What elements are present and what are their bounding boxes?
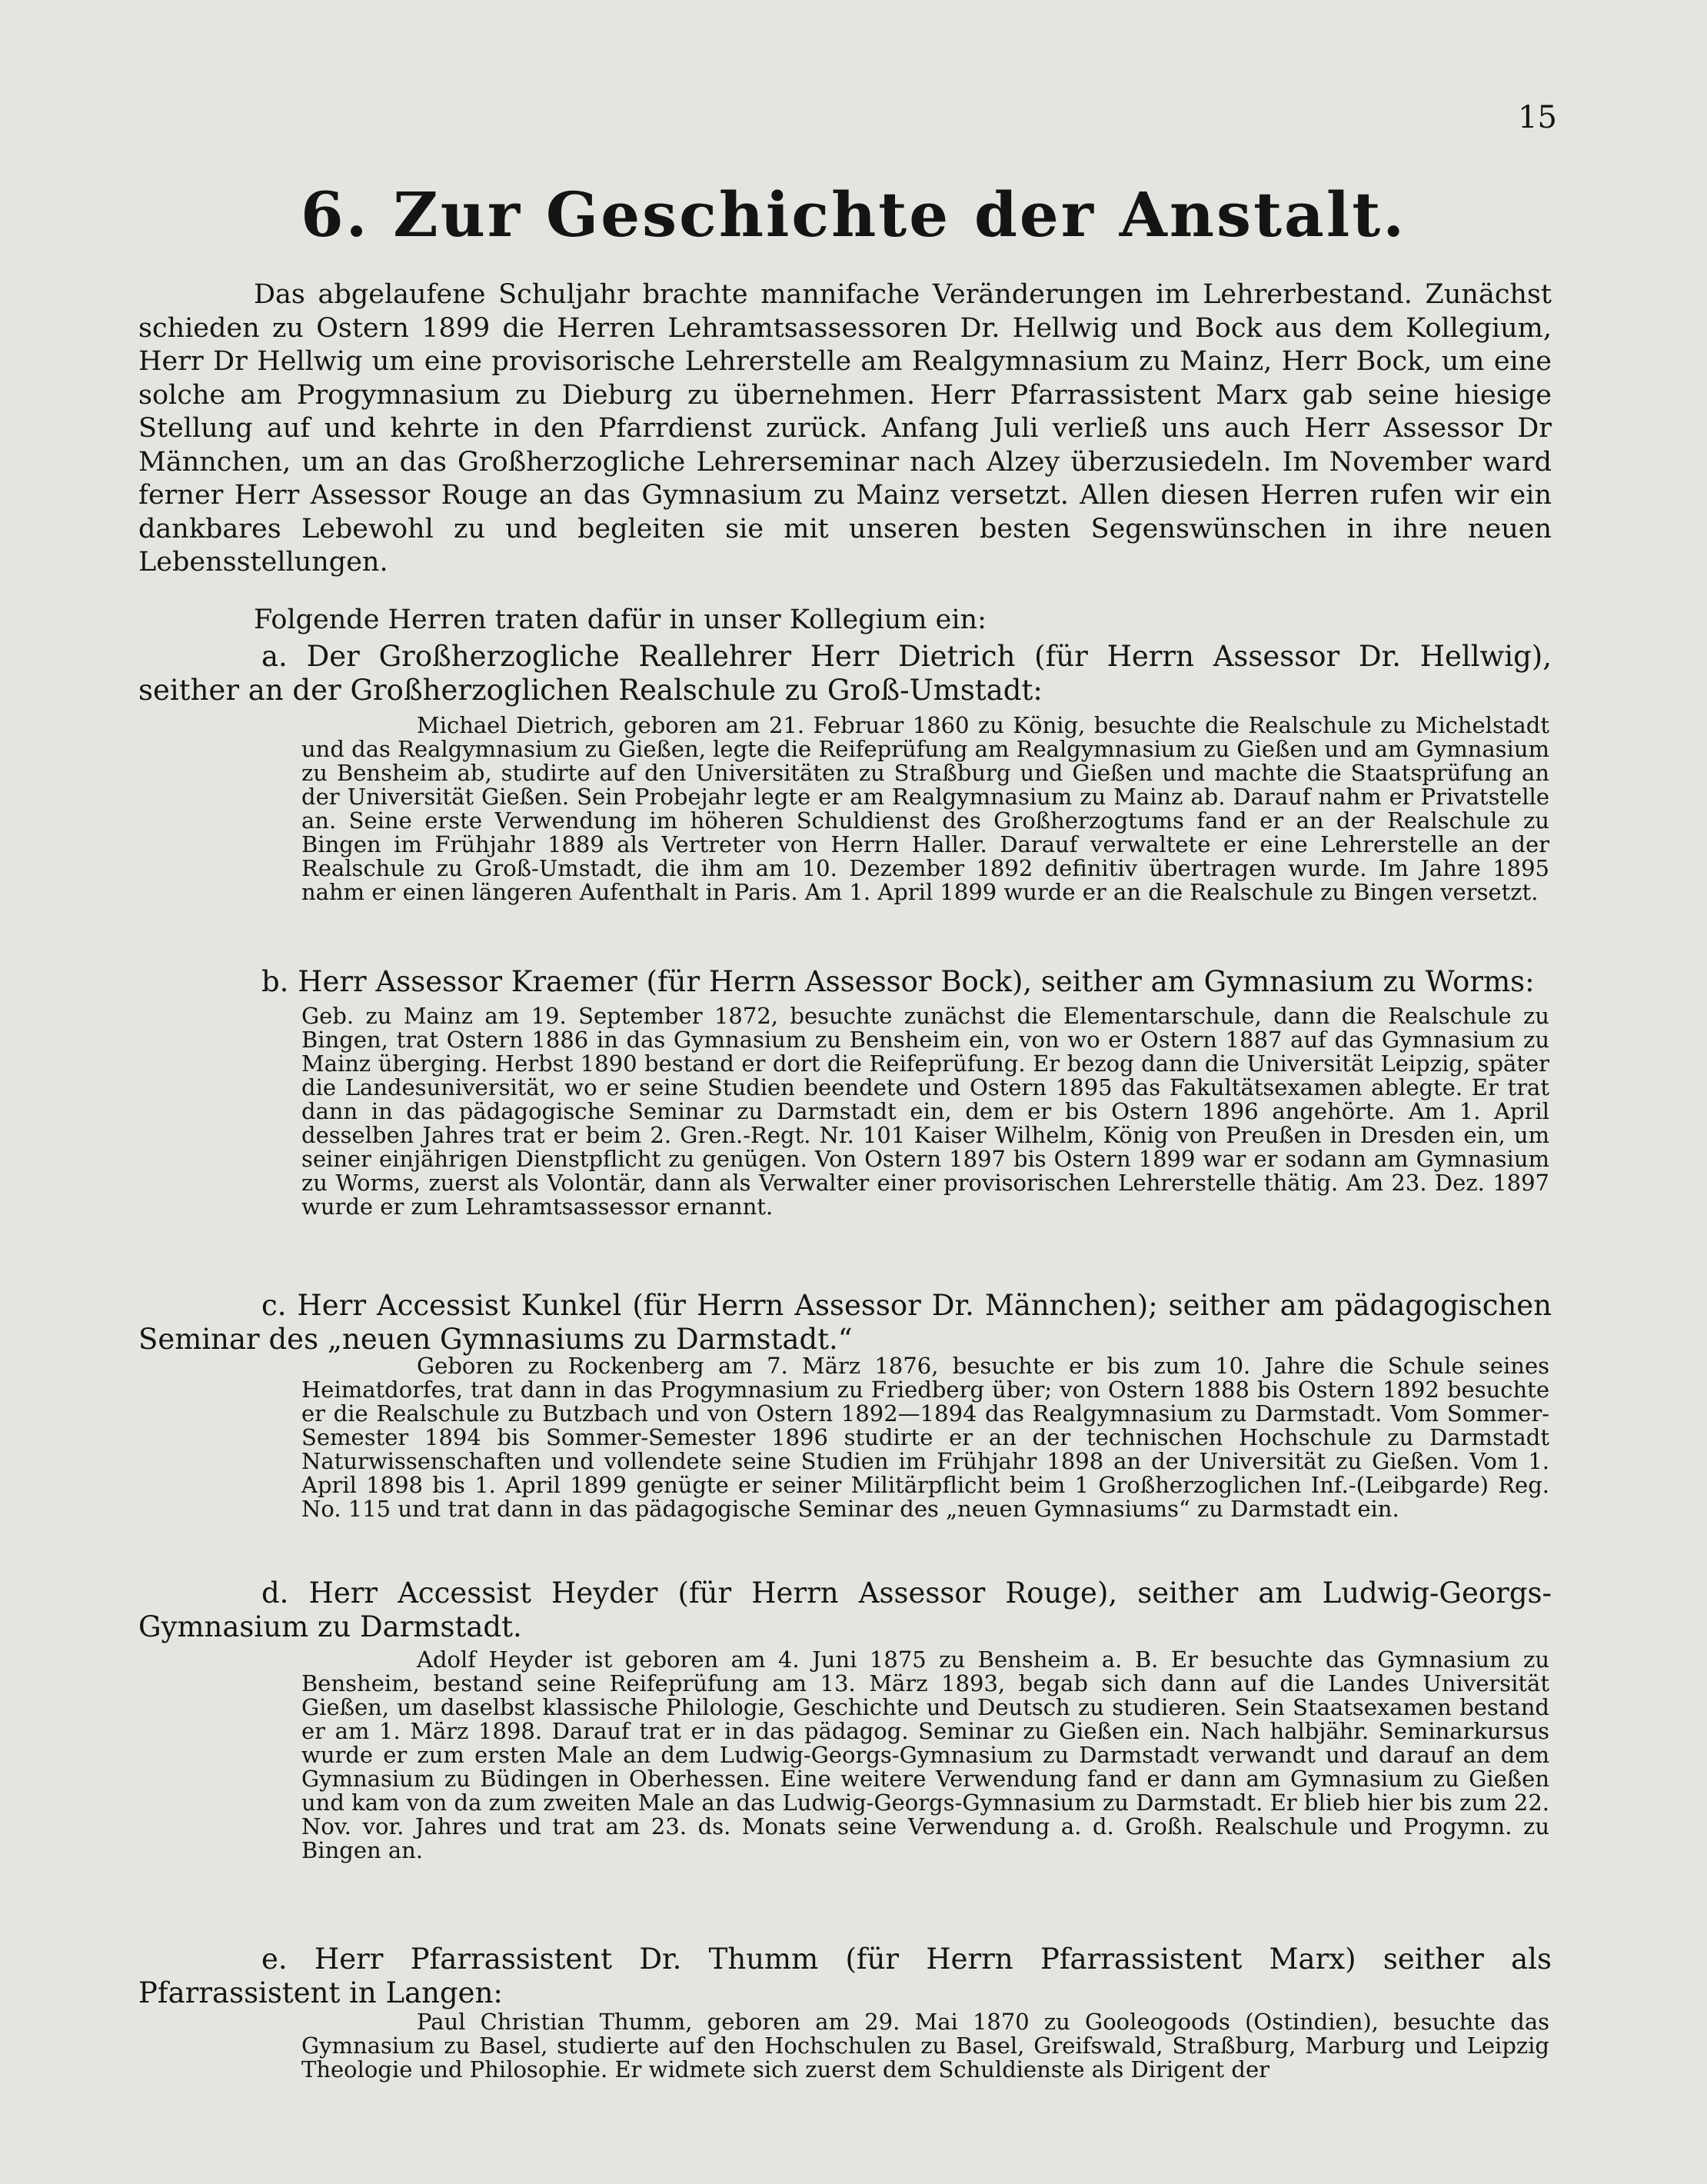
- page-title: 6. Zur Geschichte der Anstalt.: [300, 178, 1407, 251]
- entry-c-heading: c. Herr Accessist Kunkel (für Herrn Assessor Dr. Männchen); seither am pädagogischen Seminar des „neuen Gymnasiums zu Darmstadt.“: [138, 1289, 1552, 1356]
- entry-e-bio: Paul Christian Thumm, geboren am 29. Mai 1870 zu Gooleogoods (Ostindien), besuchte das Gymnasium zu Basel, studierte auf den Hochschulen zu Basel, Greifswald, Straßburg, Marburg und Leipzig Theologie und Philosophie. Er widmete sich zuerst dem Schuldienste als Dirigent der: [301, 2009, 1549, 2082]
- page-number: 15: [1518, 100, 1557, 135]
- entry-d-bio: Adolf Heyder ist geboren am 4. Juni 1875 zu Bensheim a. B. Er besuchte das Gymnasium zu Bensheim, bestand seine Reifeprüfung am 13. März 1893, begab sich dann auf die Landes Universität Gießen, um daselbst klassische Philologie, Geschichte und Deutsch zu studieren. Sein Staatsexamen bestand er am 1. März 1898. Darauf trat er in das pädagog. Seminar zu Gießen ein. Nach halbjähr. Seminarkursus wurde er zum ersten Male an dem Ludwig-Georgs-Gymnasium zu Darmstadt verwandt und darauf an dem Gymnasium zu Büdingen in Oberhessen. Eine weitere Verwendung fand er dann am Gymnasium zu Gießen und kam von da zum zweiten Male an das Ludwig-Georgs-Gymnasium zu Darmstadt. Er blieb hier bis zum 22. Nov. vor. Jahres und trat am 23. ds. Monats seine Verwendung a. d. Großh. Realschule und Progymn. zu Bingen an.: [301, 1646, 1549, 1863]
- entry-b-bio: Geb. zu Mainz am 19. September 1872, besuchte zunächst die Elementarschule, dann die Realschule zu Bingen, trat Ostern 1886 in das Gymnasium zu Bensheim ein, von wo er Ostern 1887 auf das Gymnasium zu Mainz überging. Herbst 1890 bestand er dort die Reifeprüfung. Er bezog dann die Universität Leipzig, später die Landesuniversität, wo er seine Studien beendete und Ostern 1895 das Fakultätsexamen ablegte. Er trat dann in das pädagogische Seminar zu Darmstadt ein, dem er bis Ostern 1896 angehörte. Am 1. April desselben Jahres trat er beim 2. Gren.-Regt. Nr. 101 Kaiser Wilhelm, König von Preußen in Dresden ein, um seiner einjährigen Dienstpflicht zu genügen. Von Ostern 1897 bis Ostern 1899 war er sodann am Gymnasium zu Worms, zuerst als Volontär, dann als Verwalter einer provisorischen Lehrerstelle thätig. Am 23. Dez. 1897 wurde er zum Lehramtsassessor ernannt.: [301, 1003, 1549, 1220]
- entry-c-bio: Geboren zu Rockenberg am 7. März 1876, besuchte er bis zum 10. Jahre die Schule seines Heimatdorfes, trat dann in das Progymnasium zu Friedberg über; von Ostern 1888 bis Ostern 1892 besuchte er die Realschule zu Butzbach und von Ostern 1892—1894 das Realgymnasium zu Darmstadt. Vom Sommer-Semester 1894 bis Sommer-Semester 1896 studirte er an der technischen Hochschule zu Darmstadt Naturwissenschaften und vollendete seine Studien im Frühjahr 1898 an der Universität zu Gießen. Vom 1. April 1898 bis 1. April 1899 genügte er seiner Militärpflicht beim 1 Großherzoglichen Inf.-(Leibgarde) Reg. No. 115 und trat dann in das pädagogische Seminar des „neuen Gymnasiums“ zu Darmstadt ein.: [301, 1353, 1549, 1522]
- lead-paragraph: Folgende Herren traten dafür in unser Kollegium ein:: [254, 604, 987, 635]
- entry-a-bio: Michael Dietrich, geboren am 21. Februar 1860 zu König, besuchte die Realschule zu Michelstadt und das Realgymnasium zu Gießen, legte die Reifeprüfung am Realgymnasium zu Gießen und am Gymnasium zu Bensheim ab, studirte auf den Universitäten zu Straßburg und Gießen und machte die Staatsprüfung an der Universität Gießen. Sein Probejahr legte er am Realgymnasium zu Mainz ab. Darauf nahm er Privatstelle an. Seine erste Verwendung im höheren Schuldienst des Großherzogtums fand er an der Realschule zu Bingen im Frühjahr 1889 als Vertreter von Herrn Haller. Darauf verwaltete er eine Lehrerstelle an der Realschule zu Groß-Umstadt, die ihm am 10. Dezember 1892 definitiv übertragen wurde. Im Jahre 1895 nahm er einen längeren Aufenthalt in Paris. Am 1. April 1899 wurde er an die Realschule zu Bingen versetzt.: [301, 712, 1549, 905]
- entry-e-heading: e. Herr Pfarrassistent Dr. Thumm (für Herrn Pfarrassistent Marx) seither als Pfarrassistent in Langen:: [138, 1943, 1552, 2009]
- entry-d-heading: d. Herr Accessist Heyder (für Herrn Assessor Rouge), seither am Ludwig-Georgs-Gymnasium zu Darmstadt.: [138, 1576, 1552, 1643]
- entry-a-heading: a. Der Großherzogliche Reallehrer Herr Dietrich (für Herrn Assessor Dr. Hellwig), seither an der Großherzoglichen Realschule zu Groß-Umstadt:: [138, 640, 1552, 707]
- entry-b-heading: b. Herr Assessor Kraemer (für Herrn Assessor Bock), seither am Gymnasium zu Worms:: [261, 965, 1535, 998]
- intro-paragraph: Das abgelaufene Schuljahr brachte mannifache Veränderungen im Lehrerbestand. Zunächst schieden zu Ostern 1899 die Herren Lehramtsassessoren Dr. Hellwig und Bock aus dem Kollegium, Herr Dr Hellwig um eine provisorische Lehrerstelle am Realgymnasium zu Mainz, Herr Bock, um eine solche am Progymnasium zu Dieburg zu übernehmen. Herr Pfarrassistent Marx gab seine hiesige Stellung auf und kehrte in den Pfarrdienst zurück. Anfang Juli verließ uns auch Herr Assessor Dr Männchen, um an das Großherzogliche Lehrerseminar nach Alzey überzusiedeln. Im November ward ferner Herr Assessor Rouge an das Gymnasium zu Mainz versetzt. Allen diesen Herren rufen wir ein dankbares Lebewohl zu und begleiten sie mit unseren besten Segenswünschen in ihre neuen Lebensstellungen.: [138, 279, 1552, 578]
